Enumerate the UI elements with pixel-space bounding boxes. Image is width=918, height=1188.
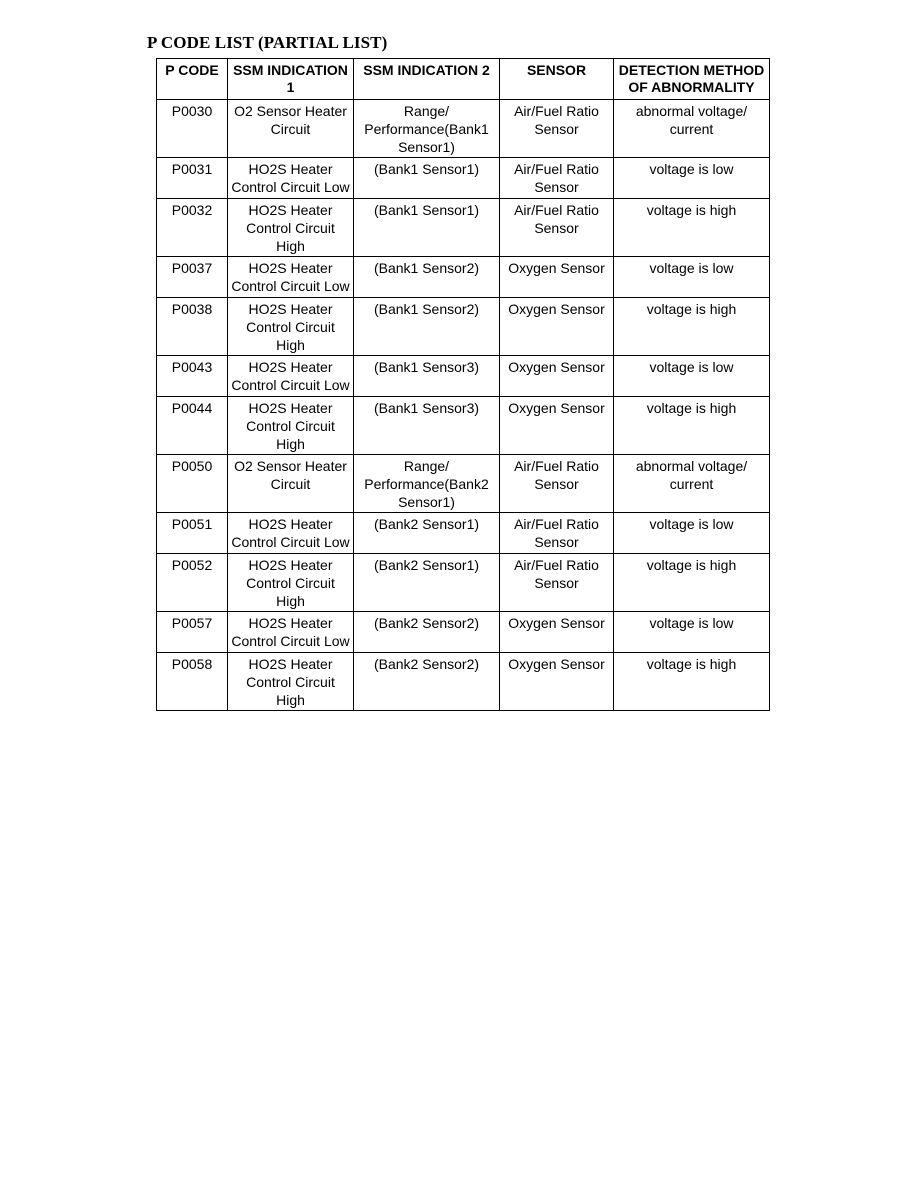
cell-ssm-indication-2: (Bank1 Sensor3) [354, 356, 500, 397]
cell-ssm-indication-2: (Bank2 Sensor2) [354, 612, 500, 653]
cell-sensor: Oxygen Sensor [500, 653, 614, 711]
cell-detection-method: voltage is low [614, 356, 770, 397]
cell-p-code: P0052 [157, 554, 228, 612]
cell-p-code: P0037 [157, 257, 228, 298]
cell-detection-method: voltage is high [614, 397, 770, 455]
cell-sensor: Air/Fuel Ratio Sensor [500, 455, 614, 513]
header-sensor: SENSOR [500, 59, 614, 100]
cell-sensor: Air/Fuel Ratio Sensor [500, 513, 614, 554]
cell-ssm-indication-2: Range/ Performance(Bank1 Sensor1) [354, 100, 500, 158]
cell-ssm-indication-1: O2 Sensor Heater Circuit [228, 455, 354, 513]
header-ssm-indication-1: SSM INDICATION 1 [228, 59, 354, 100]
cell-ssm-indication-2: (Bank1 Sensor2) [354, 298, 500, 356]
cell-detection-method: voltage is high [614, 554, 770, 612]
cell-ssm-indication-1: HO2S Heater Control Circuit Low [228, 356, 354, 397]
cell-ssm-indication-1: HO2S Heater Control Circuit High [228, 653, 354, 711]
table-row [157, 653, 770, 711]
cell-p-code: P0044 [157, 397, 228, 455]
table-row [157, 513, 770, 554]
cell-sensor: Oxygen Sensor [500, 356, 614, 397]
cell-detection-method: voltage is high [614, 298, 770, 356]
p-code-table [156, 58, 770, 711]
cell-ssm-indication-1: O2 Sensor Heater Circuit [228, 100, 354, 158]
cell-sensor: Oxygen Sensor [500, 298, 614, 356]
cell-ssm-indication-1: HO2S Heater Control Circuit High [228, 397, 354, 455]
cell-ssm-indication-2: (Bank1 Sensor3) [354, 397, 500, 455]
header-p-code: P CODE [157, 59, 228, 100]
table-row [157, 257, 770, 298]
cell-ssm-indication-1: HO2S Heater Control Circuit Low [228, 257, 354, 298]
cell-detection-method: voltage is low [614, 158, 770, 199]
cell-ssm-indication-2: Range/ Performance(Bank2 Sensor1) [354, 455, 500, 513]
cell-detection-method: voltage is low [614, 513, 770, 554]
header-ssm-indication-2: SSM INDICATION 2 [354, 59, 500, 100]
cell-ssm-indication-2: (Bank1 Sensor2) [354, 257, 500, 298]
table-row [157, 455, 770, 513]
cell-ssm-indication-2: (Bank1 Sensor1) [354, 199, 500, 257]
cell-p-code: P0038 [157, 298, 228, 356]
table-row [157, 356, 770, 397]
table-row [157, 298, 770, 356]
cell-sensor: Oxygen Sensor [500, 612, 614, 653]
cell-detection-method: voltage is high [614, 653, 770, 711]
cell-p-code: P0030 [157, 100, 228, 158]
table-body [157, 100, 770, 711]
cell-p-code: P0050 [157, 455, 228, 513]
table-row [157, 158, 770, 199]
table-header-row [157, 59, 770, 100]
cell-detection-method: voltage is low [614, 612, 770, 653]
cell-p-code: P0057 [157, 612, 228, 653]
cell-detection-method: voltage is low [614, 257, 770, 298]
table-row [157, 397, 770, 455]
cell-p-code: P0032 [157, 199, 228, 257]
cell-detection-method: voltage is high [614, 199, 770, 257]
cell-ssm-indication-1: HO2S Heater Control Circuit Low [228, 513, 354, 554]
table-row [157, 100, 770, 158]
table-row [157, 199, 770, 257]
cell-p-code: P0051 [157, 513, 228, 554]
cell-ssm-indication-1: HO2S Heater Control Circuit High [228, 298, 354, 356]
cell-p-code: P0043 [157, 356, 228, 397]
cell-ssm-indication-1: HO2S Heater Control Circuit High [228, 554, 354, 612]
table-row [157, 612, 770, 653]
cell-ssm-indication-2: (Bank2 Sensor1) [354, 554, 500, 612]
cell-ssm-indication-2: (Bank2 Sensor2) [354, 653, 500, 711]
cell-detection-method: abnormal voltage/ current [614, 455, 770, 513]
cell-p-code: P0031 [157, 158, 228, 199]
cell-sensor: Air/Fuel Ratio Sensor [500, 158, 614, 199]
cell-ssm-indication-2: (Bank2 Sensor1) [354, 513, 500, 554]
cell-sensor: Oxygen Sensor [500, 257, 614, 298]
cell-sensor: Oxygen Sensor [500, 397, 614, 455]
cell-sensor: Air/Fuel Ratio Sensor [500, 554, 614, 612]
cell-sensor: Air/Fuel Ratio Sensor [500, 100, 614, 158]
page-title: P CODE LIST (PARTIAL LIST) [147, 33, 388, 52]
header-detection-method: DETECTION METHOD OF ABNORMALITY [614, 59, 770, 100]
cell-ssm-indication-2: (Bank1 Sensor1) [354, 158, 500, 199]
cell-ssm-indication-1: HO2S Heater Control Circuit Low [228, 612, 354, 653]
cell-detection-method: abnormal voltage/ current [614, 100, 770, 158]
cell-ssm-indication-1: HO2S Heater Control Circuit Low [228, 158, 354, 199]
cell-ssm-indication-1: HO2S Heater Control Circuit High [228, 199, 354, 257]
cell-p-code: P0058 [157, 653, 228, 711]
cell-sensor: Air/Fuel Ratio Sensor [500, 199, 614, 257]
table-row [157, 554, 770, 612]
